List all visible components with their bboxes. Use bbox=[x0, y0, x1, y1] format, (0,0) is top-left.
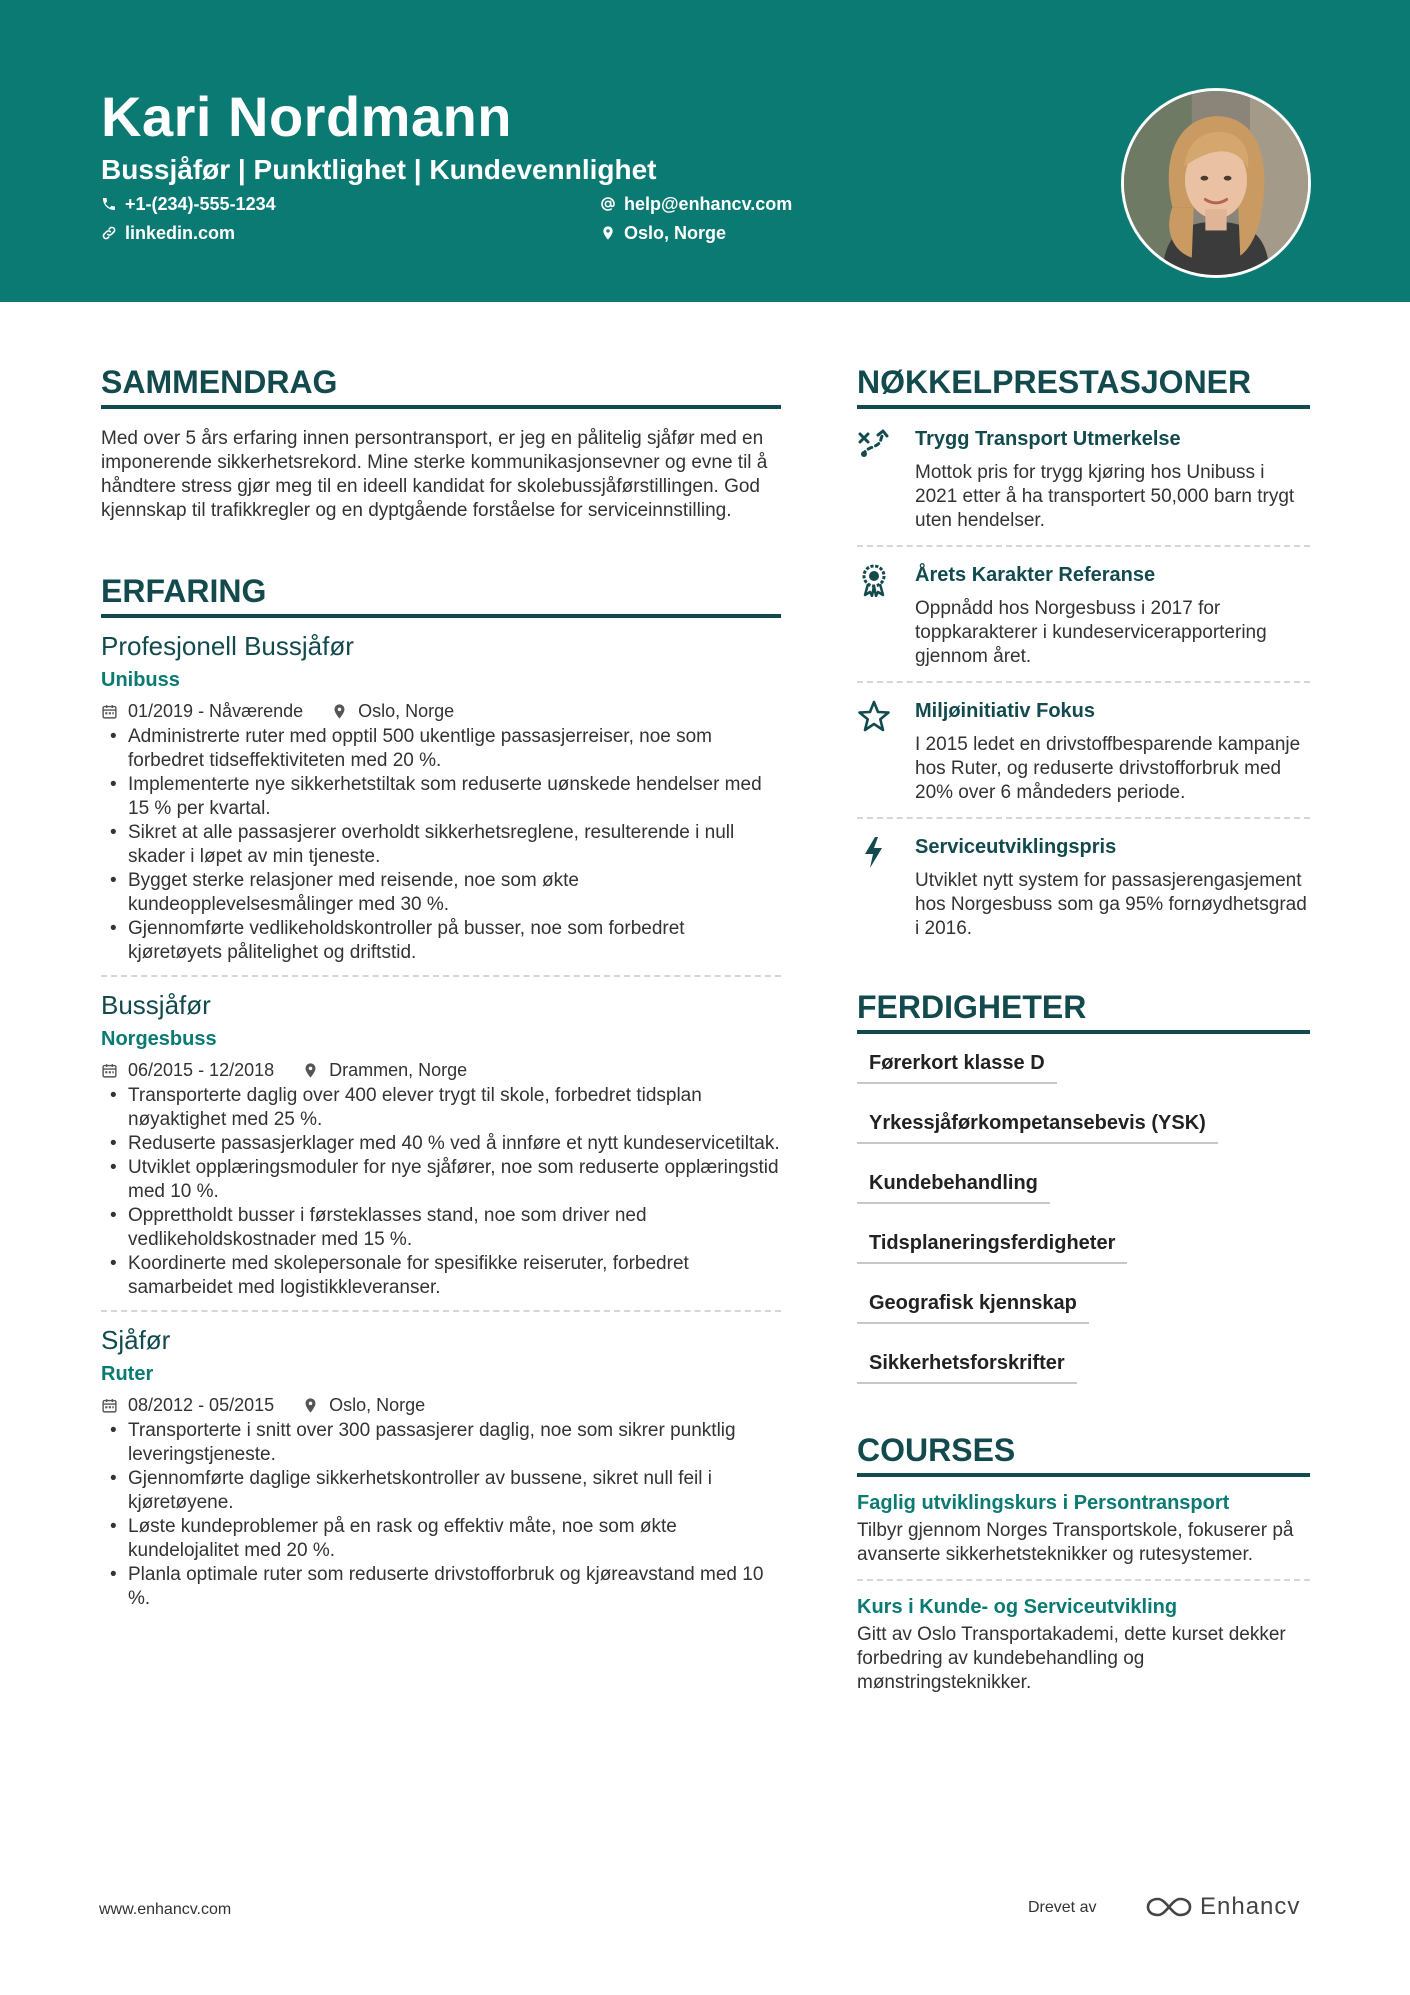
contact-email[interactable] bbox=[600, 192, 792, 216]
job-title: Profesjonell Bussjåfør bbox=[101, 631, 354, 661]
experience-heading: ERFARING bbox=[101, 571, 781, 618]
achievement-item bbox=[857, 697, 1310, 805]
job-meta bbox=[101, 1058, 781, 1082]
location-text: Oslo, Norge bbox=[624, 223, 727, 243]
bullet-item: • Løste kundeproblemer på en rask og effektiv måte, noe som økte kundelojalitet med 20 %. bbox=[101, 1515, 781, 1563]
lightning-icon bbox=[857, 833, 903, 941]
contact-phone bbox=[101, 192, 276, 216]
achievement-body bbox=[903, 561, 1310, 669]
bullet-item: • Opprettholdt busser i førsteklasses stand, noe som driver ned vedlikeholdskostnader med 15 %. bbox=[101, 1204, 781, 1252]
footer-url[interactable]: www.enhancv.com bbox=[99, 1901, 232, 1918]
job-dates: 08/2012 - 05/2015 bbox=[128, 1395, 275, 1415]
job-title: Bussjåfør bbox=[101, 990, 211, 1020]
achievement-title: Trygg Transport Utmerkelse bbox=[915, 428, 1181, 450]
email-link[interactable]: help@enhancv.com bbox=[624, 194, 793, 214]
award-ribbon-icon bbox=[857, 561, 903, 669]
job-entry bbox=[101, 1324, 781, 1611]
bullet-item: • Gjennomførte vedlikeholdskontroller på busser, noe som forbedret kjøretøyets pålitelighet og driftstid. bbox=[101, 917, 781, 965]
linkedin-link[interactable]: linkedin.com bbox=[125, 223, 236, 243]
skill-tag: Tidsplaneringsferdigheter bbox=[857, 1230, 1127, 1264]
achievement-item bbox=[857, 833, 1310, 941]
brand-name: Enhancv bbox=[1200, 1893, 1301, 1920]
job-company: Unibuss bbox=[101, 669, 180, 691]
course-desc: Tilbyr gjennom Norges Transportskole, fokuserer på avanserte sikkerhetsteknikker og rutesystemer. bbox=[857, 1520, 1294, 1565]
right-column bbox=[857, 362, 1310, 1695]
job-meta bbox=[101, 699, 781, 723]
location-pin-icon bbox=[331, 703, 348, 720]
course-item bbox=[857, 1489, 1310, 1567]
achievements-heading: NØKKELPRESTASJONER bbox=[857, 362, 1310, 409]
bullet-item: • Transporterte daglig over 400 elever trygt til skole, forbedret tidsplan nøyaktighet med 25 %. bbox=[101, 1084, 781, 1132]
link-icon bbox=[101, 225, 117, 241]
location-pin-icon bbox=[600, 225, 616, 241]
skill-tag: Sikkerhetsforskrifter bbox=[857, 1350, 1077, 1384]
achievement-title: Miljøinitiativ Fokus bbox=[915, 700, 1096, 722]
job-bullets bbox=[101, 725, 781, 965]
bullet-item: • Koordinerte med skolepersonale for spesifikke reiseruter, forbedret samarbeidet med logistikkleveranser. bbox=[101, 1252, 781, 1300]
achievement-title: Årets Karakter Referanse bbox=[915, 564, 1156, 586]
divider bbox=[857, 545, 1310, 547]
contact-linkedin[interactable] bbox=[101, 221, 235, 245]
header-banner bbox=[0, 0, 1410, 302]
job-company: Ruter bbox=[101, 1363, 154, 1385]
achievement-title: Serviceutviklingspris bbox=[915, 836, 1117, 858]
skill-tag: Kundebehandling bbox=[857, 1170, 1050, 1204]
job-location-group bbox=[302, 1058, 467, 1082]
profile-photo bbox=[1121, 88, 1311, 278]
divider bbox=[857, 1579, 1310, 1581]
candidate-headline: Bussjåfør | Punktlighet | Kundevennlighet bbox=[101, 154, 657, 185]
summary-heading: SAMMENDRAG bbox=[101, 362, 781, 409]
job-bullets bbox=[101, 1084, 781, 1300]
divider bbox=[101, 975, 781, 977]
enhancv-logo-icon bbox=[1146, 1895, 1192, 1919]
achievement-desc: Mottok pris for trygg kjøring hos Unibuss i 2021 etter å ha transportert 50,000 barn trygt uten hendelser. bbox=[915, 462, 1295, 531]
job-entry bbox=[101, 630, 781, 965]
portrait-image bbox=[1124, 91, 1308, 275]
achievement-desc: I 2015 ledet en drivstoffbesparende kampanje hos Ruter, og reduserte drivstofforbruk med 20% over 6 måndeders periode. bbox=[915, 734, 1301, 803]
courses-heading: COURSES bbox=[857, 1430, 1310, 1477]
course-desc: Gitt av Oslo Transportakademi, dette kurset dekker forbedring av kundebehandling og mønstringsteknikker. bbox=[857, 1624, 1286, 1693]
job-location: Oslo, Norge bbox=[329, 1395, 426, 1415]
job-location: Oslo, Norge bbox=[358, 701, 455, 721]
calendar-icon bbox=[101, 1062, 118, 1079]
location-pin-icon bbox=[302, 1397, 319, 1414]
course-title: Kurs i Kunde- og Serviceutvikling bbox=[857, 1596, 1178, 1618]
divider bbox=[857, 817, 1310, 819]
achievement-item bbox=[857, 561, 1310, 669]
divider bbox=[857, 681, 1310, 683]
phone-icon bbox=[101, 196, 117, 212]
job-bullets bbox=[101, 1419, 781, 1611]
achievement-body bbox=[903, 425, 1310, 533]
left-column bbox=[101, 362, 781, 1611]
job-location: Drammen, Norge bbox=[329, 1060, 468, 1080]
course-title: Faglig utviklingskurs i Persontransport bbox=[857, 1492, 1230, 1514]
at-sign-icon bbox=[600, 196, 616, 212]
calendar-icon bbox=[101, 703, 118, 720]
bullet-item: • Utviklet opplæringsmoduler for nye sjåfører, noe som reduserte opplæringstid med 10 %. bbox=[101, 1156, 781, 1204]
achievement-body bbox=[903, 833, 1310, 941]
contact-location bbox=[600, 221, 726, 245]
star-icon bbox=[857, 697, 903, 805]
skill-tag: Geografisk kjennskap bbox=[857, 1290, 1089, 1324]
job-meta bbox=[101, 1393, 781, 1417]
candidate-name: Kari Nordmann bbox=[101, 85, 512, 148]
powered-by-label: Drevet av bbox=[1028, 1899, 1097, 1916]
job-location-group bbox=[331, 699, 454, 723]
calendar-icon bbox=[101, 1397, 118, 1414]
achievements-list bbox=[857, 425, 1310, 941]
skill-tag: Førerkort klasse D bbox=[857, 1050, 1057, 1084]
bullet-item: • Bygget sterke relasjoner med reisende, noe som økte kundeopplevelsesmålinger med 30 %. bbox=[101, 869, 781, 917]
job-dates: 01/2019 - Nåværende bbox=[128, 701, 304, 721]
job-location-group bbox=[302, 1393, 425, 1417]
job-entry bbox=[101, 989, 781, 1300]
bullet-item: • Transporterte i snitt over 300 passasjerer daglig, noe som sikrer punktlig leveringstjeneste. bbox=[101, 1419, 781, 1467]
bullet-item: • Reduserte passasjerklager med 40 % ved å innføre et nytt kundeservicetiltak. bbox=[101, 1132, 781, 1156]
achievement-body bbox=[903, 697, 1310, 805]
courses-list bbox=[857, 1489, 1310, 1695]
job-company: Norgesbuss bbox=[101, 1028, 217, 1050]
course-item bbox=[857, 1593, 1310, 1695]
job-title: Sjåfør bbox=[101, 1325, 171, 1355]
bullet-item: • Planla optimale ruter som reduserte drivstofforbruk og kjøreavstand med 10 %. bbox=[101, 1563, 781, 1611]
bullet-item: • Gjennomførte daglige sikkerhetskontroller av bussene, sikret null feil i kjøretøyene. bbox=[101, 1467, 781, 1515]
skills-heading: FERDIGHETER bbox=[857, 987, 1310, 1034]
bullet-item: • Administrerte ruter med opptil 500 ukentlige passasjerreiser, noe som forbedret tidseffektiviteten med 20 %. bbox=[101, 725, 781, 773]
phone-text: +1-(234)-555-1234 bbox=[125, 194, 276, 214]
skill-tag: Yrkessjåførkompetansebevis (YSK) bbox=[857, 1110, 1218, 1144]
bullet-item: • Sikret at alle passasjerer overholdt sikkerhetsreglene, resulterende i null skader i løpet av min tjeneste. bbox=[101, 821, 781, 869]
route-icon bbox=[857, 425, 903, 533]
brand-logo[interactable] bbox=[1146, 1893, 1300, 1921]
skills-list bbox=[857, 1050, 1310, 1384]
achievement-desc: Utviklet nytt system for passasjerengasjement hos Norgesbuss som ga 95% fornøydhetsgrad i 2016. bbox=[915, 870, 1307, 939]
bullet-item: • Implementerte nye sikkerhetstiltak som reduserte uønskede hendelser med 15 % per kvartal. bbox=[101, 773, 781, 821]
job-dates: 06/2015 - 12/2018 bbox=[128, 1060, 275, 1080]
achievement-desc: Oppnådd hos Norgesbuss i 2017 for toppkarakterer i kundeservicerapportering gjennom året. bbox=[915, 598, 1267, 667]
summary-text: Med over 5 års erfaring innen persontransport, er jeg en pålitelig sjåfør med en imponerende sikkerhetsrekord. Mine sterke kommunikasjonsevner og evne til å håndtere stress gjør meg til en ideell kandidat for skolebussjåførstillingen. God kjennskap til trafikkregler og en dyptgående forståelse for serviceinnstilling. bbox=[101, 428, 768, 521]
divider bbox=[101, 1310, 781, 1312]
location-pin-icon bbox=[302, 1062, 319, 1079]
achievement-item bbox=[857, 425, 1310, 533]
